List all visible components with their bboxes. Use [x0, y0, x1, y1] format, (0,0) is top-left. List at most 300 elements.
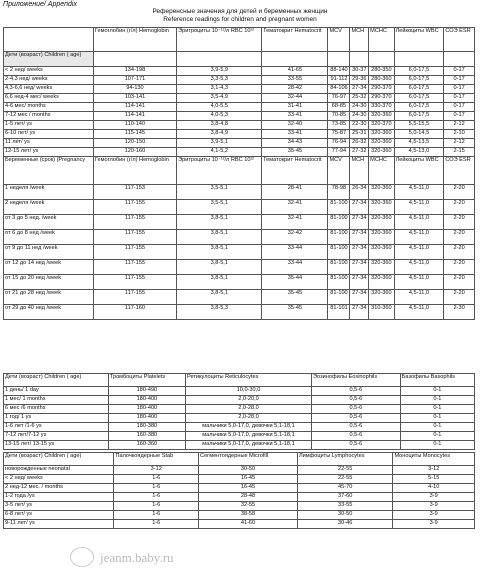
- table-cell: [93, 52, 176, 67]
- table-cell: 320-360: [369, 148, 394, 157]
- table-cell: мальчики 5,0-17,0, девочки 5,1-18,1: [185, 432, 311, 441]
- table-cell: от 29 до 40 нед /week: [4, 305, 94, 320]
- table-cell: 27-34: [350, 85, 369, 94]
- table-cell: 117-155: [93, 260, 176, 275]
- table-cell: 120-150: [93, 139, 176, 148]
- table-cell: 180-400: [108, 414, 185, 423]
- table-cell: [177, 52, 262, 67]
- title-ru: Референсные значения для детей и беременных женщин: [152, 8, 328, 15]
- table-cell: 0-1: [400, 387, 474, 396]
- table-cell: 4,5-13,5: [394, 139, 444, 148]
- table-cell: 32-42: [262, 230, 328, 245]
- table-cell: 1-6: [114, 475, 199, 484]
- table-cell: 34-43: [262, 139, 328, 148]
- table-cell: 290-370: [369, 85, 394, 94]
- table-row: [4, 94, 475, 103]
- table-row: [4, 520, 475, 529]
- table-cell: 3,8-5,1: [177, 245, 262, 260]
- table-cell: 320-360: [369, 185, 394, 200]
- table-cell: 107-171: [93, 76, 176, 85]
- table-cell: 0,5-6: [312, 387, 401, 396]
- table-cell: 30-37: [350, 67, 369, 76]
- table-cell: 33-55: [262, 76, 328, 85]
- table-row: [4, 185, 475, 200]
- table-cell: 0-17: [444, 85, 475, 94]
- table-cell: 2-10: [444, 130, 475, 139]
- table-cell: 2-12: [444, 121, 475, 130]
- table-cell: 320-360: [369, 215, 394, 230]
- table-cell: 28-48: [199, 493, 298, 502]
- table-cell: 76-94: [328, 139, 350, 148]
- table-row: [4, 85, 475, 94]
- table-cell: 320-360: [369, 112, 394, 121]
- table-cell: 0-1: [400, 396, 474, 405]
- table-cell: 114-141: [93, 112, 176, 121]
- table-cell: 5,5-15,5: [394, 121, 444, 130]
- title-en: Reference readings for children and pregnant women: [163, 16, 317, 23]
- table-cell: 81-100: [328, 275, 350, 290]
- table-row: [4, 423, 475, 432]
- table-cell: 4,5-11,0: [394, 305, 444, 320]
- table-cell: 320-360: [369, 290, 394, 305]
- table-cell: 1 день/ 1 day: [4, 387, 109, 396]
- table-cell: 33-55: [297, 502, 392, 511]
- table-cell: 1-6 лет /1-6 ys: [4, 423, 109, 432]
- table-cell: 11 лет/ ys: [4, 139, 94, 148]
- table-cell: 32-41: [262, 215, 328, 230]
- table-cell: [369, 52, 394, 67]
- table-cell: 3,8-5,1: [177, 260, 262, 275]
- table-cell: 35-45: [262, 148, 328, 157]
- table-cell: 4,3-6,6 нед/ weeks: [4, 85, 94, 94]
- table-cell: 3,8-5,1: [177, 275, 262, 290]
- table-cell: 2,0-28,0: [185, 414, 311, 423]
- table-cell: 27-34: [350, 200, 369, 215]
- table-cell: 120-160: [93, 148, 176, 157]
- table-cell: Моноциты Monocytes: [393, 453, 475, 466]
- table-cell: 3,1-4,3: [177, 85, 262, 94]
- table-cell: 1-2 года /ys: [4, 493, 114, 502]
- table-cell: 320-370: [369, 121, 394, 130]
- table-cell: 35-45: [262, 290, 328, 305]
- table-cell: 6,0-17,5: [394, 85, 444, 94]
- table-cell: 0-17: [444, 112, 475, 121]
- table-cell: [328, 52, 350, 67]
- table-cell: от 12 до 14 нед /week: [4, 260, 94, 275]
- table-cell: 33-41: [262, 112, 328, 121]
- table-cell: 1-6: [114, 520, 199, 529]
- table-cell: 9-11 лет/ ys: [4, 520, 114, 529]
- header-row: [4, 374, 475, 387]
- table-row: [4, 493, 475, 502]
- table-cell: 7-12 мес / months: [4, 112, 94, 121]
- table-cell: 78-98: [328, 185, 350, 200]
- table-cell: 81-100: [328, 200, 350, 215]
- table-cell: 27-34: [350, 260, 369, 275]
- table-row: [4, 484, 475, 493]
- table-cell: 27-32: [350, 148, 369, 157]
- table-cell: 81-100: [328, 260, 350, 275]
- table-cell: [444, 52, 475, 67]
- table-cell: 117-153: [93, 185, 176, 200]
- table-row: [4, 130, 475, 139]
- table-row: [4, 414, 475, 423]
- table-cell: [394, 52, 444, 67]
- table-row: [4, 502, 475, 511]
- table-cell: Гематокрит Hematocrit: [262, 157, 328, 185]
- table-row: [4, 103, 475, 112]
- table-cell: Эритроциты 10⁻¹²/л RBC 10¹²: [177, 28, 262, 52]
- table-row: [4, 441, 475, 450]
- table-cell: 320-360: [369, 260, 394, 275]
- table-cell: MCH: [350, 28, 369, 52]
- table-cell: Лимфоциты Lymphocytes: [297, 453, 392, 466]
- table-cell: [262, 52, 328, 67]
- table-cell: 117-155: [93, 275, 176, 290]
- table-cell: 4,5-11,0: [394, 185, 444, 200]
- table-cell: 1-6: [114, 484, 199, 493]
- table-cell: 2,0-28,0: [185, 405, 311, 414]
- table-row: [4, 260, 475, 275]
- table-cell: 6,6 нед-4 мес/ weeks: [4, 94, 94, 103]
- table-cell: 25-32: [350, 94, 369, 103]
- table-row: [4, 121, 475, 130]
- table-cell: Беременные (срок) (Pregnancy: [4, 157, 94, 185]
- table-cell: MCH: [350, 157, 369, 185]
- table-cell: 4,5-11,0: [394, 200, 444, 215]
- table-cell: 0,5-6: [312, 432, 401, 441]
- table-row: [4, 290, 475, 305]
- table-cell: 3,9-5,9: [177, 67, 262, 76]
- table-cell: 28-42: [262, 85, 328, 94]
- table-cell: 16-45: [199, 484, 298, 493]
- table-cell: 22-30: [350, 121, 369, 130]
- table-cell: 3,5-5,1: [177, 200, 262, 215]
- table-cell: Гемоглобин (г/л) Hemoglobin: [93, 28, 176, 52]
- table-cell: 117-160: [93, 305, 176, 320]
- table-cell: 4,1-5,2: [177, 148, 262, 157]
- table-cell: 320-360: [369, 245, 394, 260]
- table-cell: 81-100: [328, 245, 350, 260]
- table-row: [4, 112, 475, 121]
- table-cell: 2-20: [444, 275, 475, 290]
- table-cell: 1-6: [114, 502, 199, 511]
- table-cell: 4-6 мес/ months: [4, 103, 94, 112]
- table-cell: 4,5-11,0: [394, 260, 444, 275]
- table-row: [4, 200, 475, 215]
- table-cell: 0,5-6: [312, 396, 401, 405]
- table-cell: 1 год/ 1 ys: [4, 414, 109, 423]
- table-row: [4, 466, 475, 475]
- table-cell: 320-360: [369, 275, 394, 290]
- table-cell: 27-34: [350, 245, 369, 260]
- table-cell: 280-360: [369, 76, 394, 85]
- table-cell: 2-30: [444, 305, 475, 320]
- page-title: [0, 8, 480, 24]
- table-cell: 1-6: [114, 493, 199, 502]
- table-cell: 76-97: [328, 94, 350, 103]
- table-cell: 3,8-4,8: [177, 121, 262, 130]
- table-cell: 88-140: [328, 67, 350, 76]
- table-cell: 2 нед-12 мес. / months: [4, 484, 114, 493]
- platelets-table: [3, 373, 475, 450]
- table-cell: 10,0-30,0: [185, 387, 311, 396]
- table-cell: 12-15 лет/ ys: [4, 148, 94, 157]
- table-cell: 160-380: [108, 432, 185, 441]
- table-cell: Дети (возраст) Children ( age): [4, 52, 94, 67]
- table-cell: 4,0-5,5: [177, 103, 262, 112]
- table-cell: 81-100: [328, 230, 350, 245]
- table-cell: 3,8-5,3: [177, 305, 262, 320]
- table-cell: Гематокрит Hematocrit: [262, 28, 328, 52]
- table-cell: 41-65: [262, 67, 328, 76]
- table-cell: [350, 52, 369, 67]
- table-cell: 3,9-5,1: [177, 139, 262, 148]
- table-cell: 27-34: [350, 215, 369, 230]
- table-cell: 24-30: [350, 103, 369, 112]
- table-row: [4, 139, 475, 148]
- table-cell: 2-20: [444, 260, 475, 275]
- table-cell: 2-20: [444, 185, 475, 200]
- table-cell: MCV: [328, 28, 350, 52]
- table-cell: мальчики 5,0-17,0, девочки 5,1-18,1: [185, 441, 311, 450]
- table-cell: 81-101: [328, 305, 350, 320]
- table-row: [4, 76, 475, 85]
- table-cell: 2-15: [444, 148, 475, 157]
- table-cell: 117-155: [93, 200, 176, 215]
- table-cell: 180-380: [108, 423, 185, 432]
- table-cell: 81-100: [328, 215, 350, 230]
- table-cell: 4,5-13,0: [394, 148, 444, 157]
- table-cell: 6,0-17,5: [394, 112, 444, 121]
- table-cell: 6 мес /6 months: [4, 405, 109, 414]
- watermark-icon: [70, 547, 94, 567]
- table-cell: 29-36: [350, 76, 369, 85]
- table-row: [4, 511, 475, 520]
- table-cell: 27-34: [350, 305, 369, 320]
- table-cell: 103-141: [93, 94, 176, 103]
- table-cell: 180-400: [108, 396, 185, 405]
- table-cell: 4,5-11,0: [394, 290, 444, 305]
- table-cell: 0-17: [444, 76, 475, 85]
- table-cell: от 15 до 20 нед /week: [4, 275, 94, 290]
- table-cell: 3-5 лет/ ys: [4, 502, 114, 511]
- table-cell: 4,0-5,3: [177, 112, 262, 121]
- table-cell: Лейкоциты WBC: [394, 28, 444, 52]
- table-cell: 0,5-6: [312, 405, 401, 414]
- table-cell: 3,5-5,1: [177, 185, 262, 200]
- table-row: [4, 432, 475, 441]
- table-cell: 30-46: [297, 520, 392, 529]
- table-cell: 77-94: [328, 148, 350, 157]
- table-cell: 26-32: [350, 139, 369, 148]
- table-cell: Лейкоциты WBC: [394, 157, 444, 185]
- table-cell: 27-34: [350, 230, 369, 245]
- table-cell: 3-9: [393, 502, 475, 511]
- table-cell: 1-5 лет/ ys: [4, 121, 94, 130]
- table-cell: 3,8-4,9: [177, 130, 262, 139]
- table-cell: 4,5-11,0: [394, 215, 444, 230]
- table-cell: 22-55: [297, 466, 392, 475]
- table-cell: 0,5-6: [312, 441, 401, 450]
- table-row: [4, 305, 475, 320]
- table-cell: 320-360: [369, 130, 394, 139]
- table-cell: 2-20: [444, 200, 475, 215]
- appendix-header: Приложение/ Appendix: [3, 1, 77, 8]
- table-cell: СОЭ ESR: [444, 157, 475, 185]
- table-cell: 27-34: [350, 275, 369, 290]
- table-cell: 37-60: [297, 493, 392, 502]
- table-cell: 2 неделя /week: [4, 200, 94, 215]
- table-cell: 4,5-11,0: [394, 230, 444, 245]
- table-row: [4, 215, 475, 230]
- table-cell: 1-6: [114, 511, 199, 520]
- table-cell: 320-360: [369, 139, 394, 148]
- table-cell: 5,0-14,5: [394, 130, 444, 139]
- table-cell: 117-155: [93, 245, 176, 260]
- table-cell: 3-12: [393, 466, 475, 475]
- table-cell: мальчики 5,0-17,0, девочки 5,1-18,1: [185, 423, 311, 432]
- table-cell: 0-17: [444, 103, 475, 112]
- table-cell: 0-17: [444, 94, 475, 103]
- table-cell: от 9 до 11 нед /week: [4, 245, 94, 260]
- table-cell: 3,8-5,1: [177, 230, 262, 245]
- table-cell: 31-41: [262, 103, 328, 112]
- table-cell: 6,0-17,5: [394, 103, 444, 112]
- table-cell: 25-31: [350, 130, 369, 139]
- table-row: [4, 230, 475, 245]
- table-cell: 2-20: [444, 230, 475, 245]
- table-cell: 3,8-5,1: [177, 215, 262, 230]
- table-cell: 6-10 лет/ ys: [4, 130, 94, 139]
- table-cell: 30-50: [199, 466, 298, 475]
- differential-table: [3, 452, 475, 529]
- table-cell: 0-17: [444, 67, 475, 76]
- table-cell: 1 мес/ 1 months: [4, 396, 109, 405]
- table-cell: [4, 28, 94, 52]
- table-cell: Эритроциты 10⁻¹²/л RBC 10¹²: [177, 157, 262, 185]
- table-cell: Дети (возраст) Children ( age): [4, 374, 109, 387]
- table-cell: MCHC: [369, 28, 394, 52]
- table-cell: 110-140: [93, 121, 176, 130]
- table-cell: < 2 нед/ weeks: [4, 67, 94, 76]
- table-cell: 117-155: [93, 230, 176, 245]
- table-cell: 33-44: [262, 245, 328, 260]
- table-cell: 0-1: [400, 414, 474, 423]
- table-cell: Ретикулоциты Reticulocytes: [185, 374, 311, 387]
- table-cell: 75-87: [328, 130, 350, 139]
- table-cell: 5-15: [393, 475, 475, 484]
- table-cell: 0-1: [400, 405, 474, 414]
- table-cell: 70-85: [328, 112, 350, 121]
- table-cell: от 21 до 28 нед /week: [4, 290, 94, 305]
- table-cell: 6-8 лет/ ys: [4, 511, 114, 520]
- table-cell: 2-20: [444, 215, 475, 230]
- table-cell: 94-130: [93, 85, 176, 94]
- table-cell: 4,5-11,0: [394, 275, 444, 290]
- table-cell: 33-44: [262, 260, 328, 275]
- table-cell: 32-55: [199, 502, 298, 511]
- table-cell: 1 неделя /week: [4, 185, 94, 200]
- table-cell: 24-30: [350, 112, 369, 121]
- table-cell: 290-370: [369, 94, 394, 103]
- table-cell: 84-106: [328, 85, 350, 94]
- table-cell: 115-145: [93, 130, 176, 139]
- table-row: [4, 396, 475, 405]
- table-cell: 81-100: [328, 290, 350, 305]
- table-row: [4, 67, 475, 76]
- blood-table: [3, 27, 475, 320]
- table-cell: 4-10: [393, 484, 475, 493]
- table-cell: 3-9: [393, 511, 475, 520]
- table-cell: 180-490: [108, 387, 185, 396]
- table-cell: 2-4,3 нед/ weeks: [4, 76, 94, 85]
- watermark: jeanm.baby.ru: [100, 550, 174, 565]
- table-cell: 45-70: [297, 484, 392, 493]
- table-cell: Эозинофилы Eosinophils: [312, 374, 401, 387]
- header-row: [4, 453, 475, 466]
- table-cell: 3,8-5,1: [177, 290, 262, 305]
- table-cell: 2-12: [444, 139, 475, 148]
- table-cell: 22-55: [297, 475, 392, 484]
- table-cell: 320-360: [369, 200, 394, 215]
- table-row: [4, 275, 475, 290]
- table-cell: 0-1: [400, 441, 474, 450]
- table-cell: от 3 до 5 нед. /week: [4, 215, 94, 230]
- table-cell: 91-112: [328, 76, 350, 85]
- table-cell: 0-1: [400, 423, 474, 432]
- section-row: [4, 52, 475, 67]
- table-cell: Гемоглобин (г/л) Hemoglobin: [93, 157, 176, 185]
- table-cell: Дети (возраст) Children ( age): [4, 453, 114, 466]
- table-cell: новорожденные neonatal: [4, 466, 114, 475]
- table-cell: 4,5-11,0: [394, 245, 444, 260]
- table-cell: Тромбоциты Platelets: [108, 374, 185, 387]
- table-cell: 320-360: [369, 230, 394, 245]
- table-cell: 310-360: [369, 305, 394, 320]
- table-cell: 2-20: [444, 245, 475, 260]
- table-cell: 3-9: [393, 493, 475, 502]
- table-row: [4, 148, 475, 157]
- table-cell: 6,0-17,5: [394, 76, 444, 85]
- table-cell: 0,5-6: [312, 414, 401, 423]
- table-cell: 6,0-17,5: [394, 67, 444, 76]
- table-cell: 6,0-17,5: [394, 94, 444, 103]
- table-cell: 180-400: [108, 405, 185, 414]
- table-cell: Палочкоядерные Stab: [114, 453, 199, 466]
- table-cell: 41-60: [199, 520, 298, 529]
- table-cell: 32-41: [262, 200, 328, 215]
- table-cell: 16-45: [199, 475, 298, 484]
- table-cell: 330-370: [369, 103, 394, 112]
- table-cell: 30-50: [297, 511, 392, 520]
- table-cell: 3,3-5,3: [177, 76, 262, 85]
- table-cell: 3-9: [393, 520, 475, 529]
- table-cell: 3,5-4,9: [177, 94, 262, 103]
- table-cell: 2-20: [444, 290, 475, 305]
- table-cell: 280-350: [369, 67, 394, 76]
- table-cell: 160-360: [108, 441, 185, 450]
- table-cell: 117-155: [93, 290, 176, 305]
- table-cell: 13-15 лет/ 13-15 ys: [4, 441, 109, 450]
- table-cell: 32-44: [262, 94, 328, 103]
- header-row: [4, 28, 475, 52]
- table-cell: 27-34: [350, 290, 369, 305]
- table-cell: СОЭ ESR: [444, 28, 475, 52]
- table-row: [4, 475, 475, 484]
- table-cell: MCV: [328, 157, 350, 185]
- table-cell: 0-1: [400, 432, 474, 441]
